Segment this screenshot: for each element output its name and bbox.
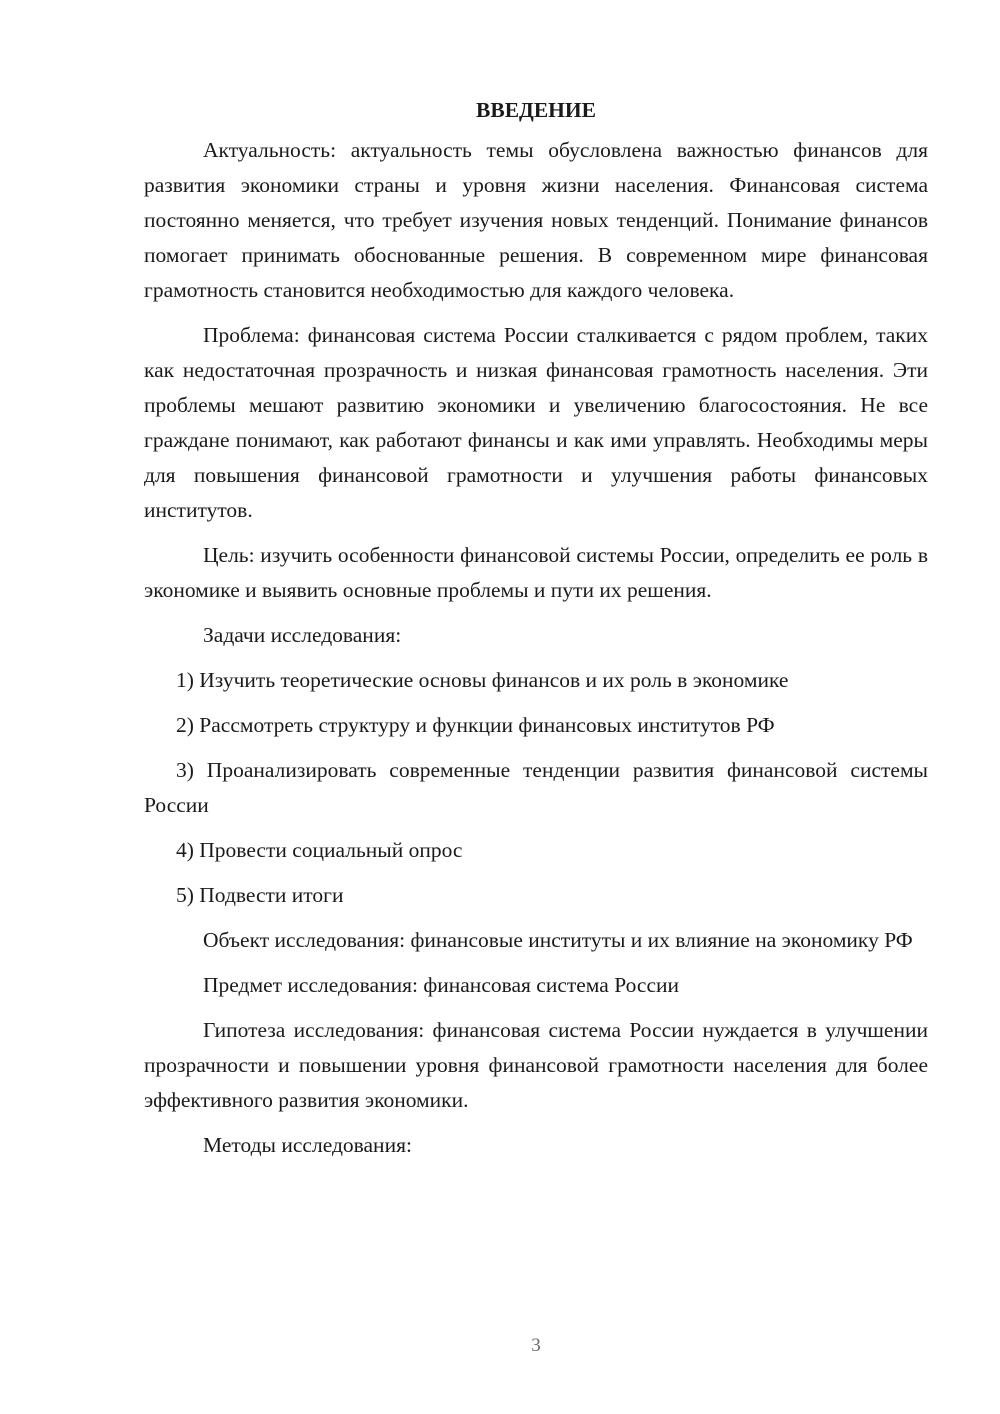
section-title: ВВЕДЕНИЕ <box>476 98 596 122</box>
tasks-heading: Задачи исследования: <box>203 623 402 647</box>
methods-heading: Методы исследования: <box>203 1133 412 1157</box>
task-item-3: 3) Проанализировать современные тенденции развития финансовой системы России <box>144 758 928 817</box>
object-paragraph: Объект исследования: финансовые институты и их влияние на экономику РФ <box>203 928 913 952</box>
hypothesis-paragraph: Гипотеза исследования: финансовая система России нуждается в улучшении прозрачности и повышении уровня финансовой грамотности населения для более эффективного развития экономики. <box>144 1018 928 1112</box>
task-item-2: 2) Рассмотреть структуру и функции финансовых институтов РФ <box>176 713 775 737</box>
goal-paragraph: Цель: изучить особенности финансовой системы России, определить ее роль в экономике и выявить основные проблемы и пути их решения. <box>144 543 928 602</box>
task-item-4: 4) Провести социальный опрос <box>176 838 463 862</box>
task-item-5: 5) Подвести итоги <box>176 883 344 907</box>
page-number: 3 <box>531 1335 541 1356</box>
page-content <box>144 92 928 1173</box>
task-item-1: 1) Изучить теоретические основы финансов и их роль в экономике <box>176 668 789 692</box>
relevance-paragraph: Актуальность: актуальность темы обусловлена важностью финансов для развития экономики страны и уровня жизни населения. Финансовая система постоянно меняется, что требует изучения новых тенденций. Понимание финансов помогает принимать обоснованные решения. В современном мире финансовая грамотность становится необходимостью для каждого человека. <box>144 138 928 302</box>
problem-paragraph: Проблема: финансовая система России сталкивается с рядом проблем, таких как недостаточная прозрачность и низкая финансовая грамотность населения. Эти проблемы мешают развитию экономики и увеличению благосостояния. Не все граждане понимают, как работают финансы и как ими управлять. Необходимы меры для повышения финансовой грамотности и улучшения работы финансовых институтов. <box>144 323 928 522</box>
subject-paragraph: Предмет исследования: финансовая система России <box>203 973 679 997</box>
